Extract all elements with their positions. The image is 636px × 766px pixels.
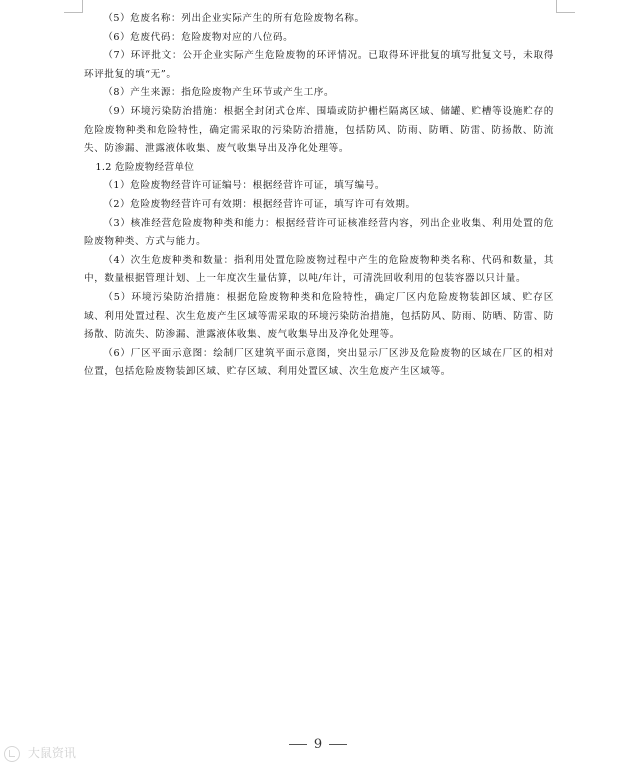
paragraph-approved-capacity: （3）核准经营危险废物种类和能力：根据经营许可证核准经营内容，列出企业收集、利用处置的危险废物种类、方式与能力。 (84, 217, 554, 248)
paragraph-item-6-code: （6）危废代码：危险废物对应的八位码。 (103, 31, 294, 43)
paragraph-item-9-measures: （9）环境污染防治措施：根据全封闭式仓库、围墙或防护栅栏隔离区域、储罐、贮槽等设施贮存的危险废物种类和危险特性，确定需采取的污染防治措施，包括防风、防雨、防晒、防雷、防扬散、防流失、防渗漏、泄露液体收集、废气收集导出及净化处理等。 (84, 105, 554, 155)
paragraph-license-validity: （2）危险废物经营许可有效期：根据经营许可证，填写许可有效期。 (103, 198, 416, 210)
paragraph-item-5-name: （5）危废名称：列出企业实际产生的所有危险废物名称。 (103, 13, 365, 24)
crop-mark-top-right (556, 0, 575, 13)
section-heading: 1.2 危险废物经营单位 (95, 161, 195, 173)
paragraph-secondary-waste: （4）次生危废种类和数量：指利用处置危险废物过程中产生的危险废物种类名称、代码和数量，其中，数量根据管理计划、上一年度次生量估算，以吨/年计，可清洗回收利用的包装容器以只计量。 (84, 254, 554, 285)
crop-mark-top-left (64, 0, 83, 13)
paragraph-site-plan: （6）厂区平面示意图：绘制厂区建筑平面示意图，突出显示厂区涉及危险废物的区域在厂区的相对位置，包括危险废物装卸区域、贮存区域、利用处置区域、次生危废产生区域等。 (84, 347, 554, 378)
page-number-dash-right (329, 744, 347, 745)
page-number-dash-left (289, 744, 307, 745)
page-number-value: 9 (313, 737, 323, 752)
watermark-logo-icon (4, 746, 20, 762)
watermark-text: 大鼠资讯 (27, 746, 76, 760)
document-body (84, 10, 554, 382)
paragraph-pollution-measures: （5）环境污染防治措施：根据危险废物种类和危险特性，确定厂区内危险废物装卸区域、贮存区域、利用处置过程、次生危废产生区域等需采取的环境污染防治措施，包括防风、防雨、防晒、防雷、防扬散、防流失、防渗漏、泄露液体收集、废气收集导出及净化处理等。 (84, 291, 554, 341)
paragraph-item-7-eia: （7）环评批文：公开企业实际产生危险废物的环评情况。已取得环评批复的填写批复文号，未取得环评批复的填“无”。 (84, 50, 554, 80)
paragraph-license-number: （1）危险废物经营许可证编号：根据经营许可证，填写编号。 (103, 180, 386, 192)
watermark (4, 744, 76, 762)
page-number (0, 737, 636, 752)
paragraph-item-8-source: （8）产生来源：指危险废物产生环节或产生工序。 (103, 87, 335, 99)
